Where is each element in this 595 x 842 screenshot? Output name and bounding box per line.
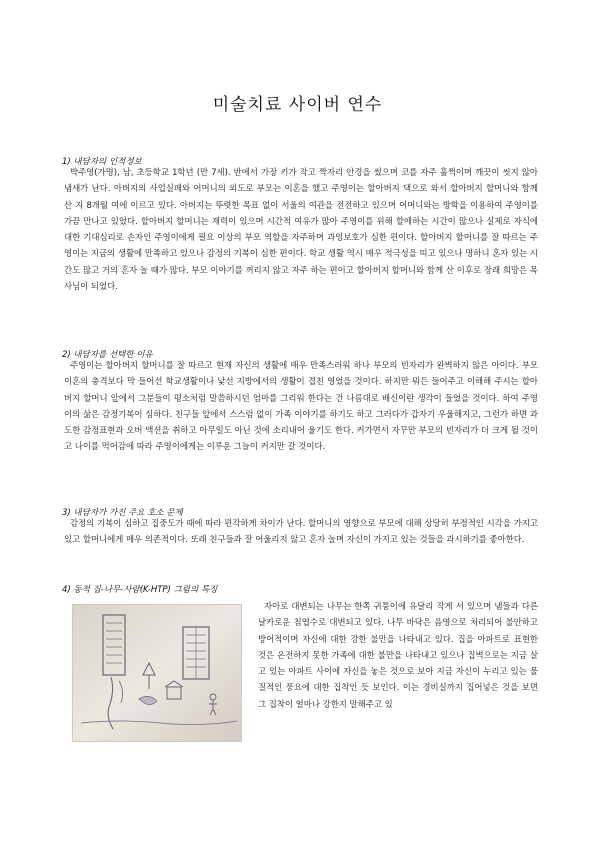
section-body-4: 자아로 대변되는 나무는 한쪽 귀퉁이에 유달리 작게 서 있으며 냄들과 다른 날카로운 침엽수로 대변되고 있다. 나무 바닥은 음영으로 처리되어 불안하고 방어적이며 자신에 대한 강한 불만을 나타내고 있다. 집을 아파트로 표현한 것은 온전하지 못한 가족에 대한 불만을 나타내고 있으나 집벽으로는 지금 살고 있는 아파트 사이에 자신을 놓은 것으로 보아 지금 자신이 누리고 있는 물질적인 풍요에 대한 집착인 듯 보인다. 이는 경비실까지 집어넣은 것을 보면 그 집착이 얼마나 강한지 말해주고 있 bbox=[258, 601, 538, 709]
section-body-1: 박주영(가명), 남, 초등학교 1학년 (만 7세). 반에서 가장 키가 작고 짝자리 안경을 썼으며 코를 자주 훌쩍이며 깨끗이 씻지 않아 냄새가 난다. 아버지의 사업실패와 어머니의 외도로 부모는 이혼을 했고 주영이는 할아버지 댁으로 와서 할아버지 할머니와 함께 산 지 8개월 여에 이르고 있다. 아버지는 뚜렷한 목표 없이 서울의 여관을 전전하고 있으며 어머니와는 방학을 이용하여 주영이를 가끔 만나고 있었다. 할아버지 할머니는 재력이 있으며 시간적 여유가 많아 주영이를 위해 할애하는 시간이 많으나 실제로 자식에 대한 기대심리로 손자인 주영이에게 필요 이상의 부모 역할을 자주하며 과잉보호가 심한 편이다. 할아버지 할머니를 잘 따르는 주영이는 지금의 생활에 만족하고 있으나 감정의 기복이 심한 편이다. 학교 생활 역시 매우 적극성을 띠고 있으나 명하니 혼자 있는 시간도 많고 거의 혼자 놀 때가 많다. 부모 이야기를 꺼리지 않고 자주 하는 편이고 할아버지 할머니와 함께 산 이후로 장래 희망은 목사님이 되었다. bbox=[64, 167, 538, 292]
section-heading-1: 1) 내담자의 인적정보 bbox=[62, 157, 142, 167]
section-heading-3: 3) 내담자가 가진 주요 호소 문제 bbox=[62, 508, 183, 518]
document-title: 미술치료 사이버 연수 bbox=[212, 95, 383, 115]
section-heading-4: 4) 동적 집-나무-사람(K-HTP) 그림의 특징 bbox=[62, 585, 218, 595]
drawing-photo-icon bbox=[73, 605, 241, 741]
kinetic-htp-drawing-photo bbox=[72, 604, 242, 742]
section-body-3: 감정의 기복이 심하고 집중도가 때에 따라 편각하게 차이가 난다. 할머니의 영향으로 부모에 대해 상당히 부정적인 시각을 가지고 있고 할머니에게 매우 의존적이다. 또래 친구들과 잘 어울리지 않고 혼자 놀며 자신이 가지고 있는 것들을 과시하기를 좋아한다. bbox=[64, 518, 538, 545]
section-heading-2: 2) 내담자를 선택한 이유 bbox=[62, 350, 153, 360]
section-body-2: 주영이는 할아버지 할머니를 잘 따르고 현재 자신의 생활에 매우 만족스러워 하나 부모의 빈자리가 완벽하지 않은 아이다. 부모 이혼의 충격보다 막 들어선 학교생활이나 낯선 지방에서의 생활이 겹친 영었을 것이다. 하지만 뭐든 들어주고 이해해 주시는 할아버지 할머니 앞에서 그분들이 평소처럼 말씀하시던 엄마를 그리워 한다는 건 나름대로 배신이란 생각이 들었을 것이다. 하여 주영이의 삶은 감정기복이 심하다. 친구들 앞에서 스스럼 없이 가족 이야기를 하기도 하고 그러다가 갑자기 우울해지고, 그런가 하면 과도한 감정표현과 오버 액션을 취하고 아무일도 아닌 것에 소리내어 울기도 한다. 커가면서 자꾸만 부모의 빈자리가 더 크게 될 것이고 나이를 먹어감에 따라 주영이에게는 이루운 그늘이 커지만 갈 것이다. bbox=[64, 360, 538, 452]
